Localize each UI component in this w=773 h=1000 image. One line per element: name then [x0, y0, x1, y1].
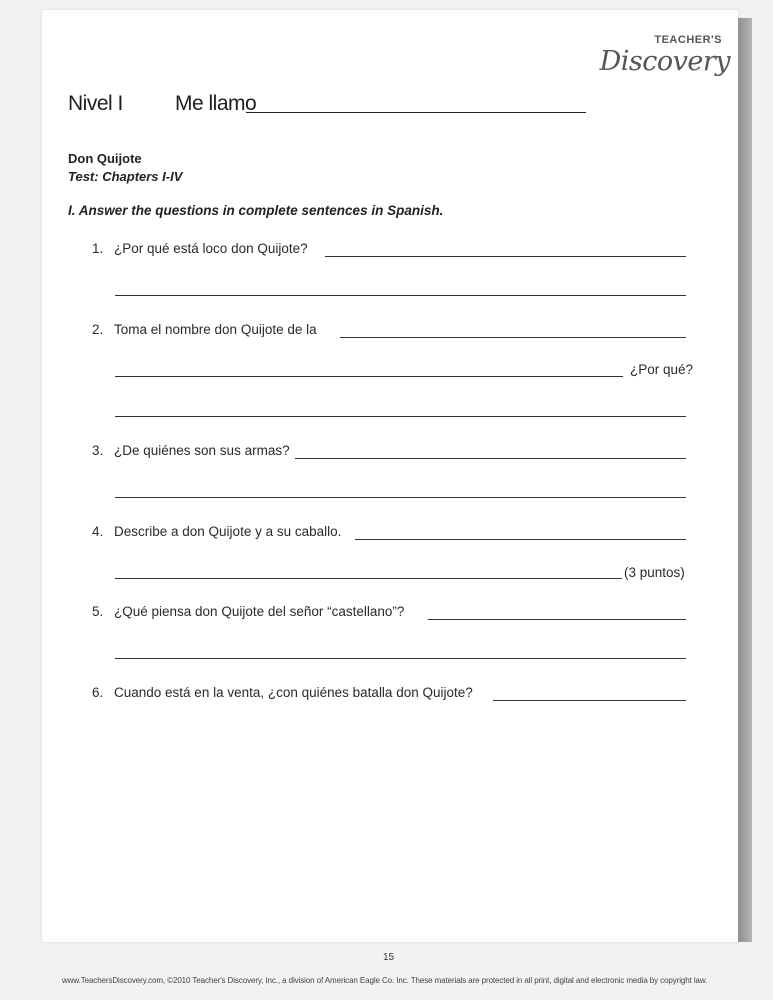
question-text: Cuando está en la venta, ¿con quiénes batalla don Quijote?: [114, 685, 473, 700]
question-5: [92, 604, 404, 619]
answer-line-1a[interactable]: [325, 256, 686, 257]
worksheet-page: [42, 10, 738, 942]
question-2-side-label: ¿Por qué?: [630, 362, 694, 377]
question-text: Toma el nombre don Quijote de la: [114, 322, 317, 337]
question-number: 2.: [92, 322, 104, 337]
logo-line-2: Discovery: [599, 46, 730, 77]
question-number: 1.: [92, 241, 104, 256]
question-4-points: (3 puntos): [624, 565, 685, 580]
name-answer-line[interactable]: [246, 112, 586, 113]
answer-line-5b[interactable]: [115, 658, 686, 659]
answer-line-3a[interactable]: [295, 458, 686, 459]
question-number: 4.: [92, 524, 104, 539]
page-number: 15: [383, 952, 395, 963]
answer-line-3b[interactable]: [115, 497, 686, 498]
page-edge-shadow: [738, 18, 752, 942]
instruction-text: I. Answer the questions in complete sentences in Spanish.: [68, 203, 444, 218]
question-text: ¿Qué piensa don Quijote del señor “castellano”?: [114, 604, 405, 619]
answer-line-5a[interactable]: [428, 619, 686, 620]
copyright-footer: www.TeachersDiscovery.com, ©2010 Teacher's Discovery, Inc., a division of American Eagle Co. Inc. These materials are protected in all print, digital and electronic media by copyright law.: [62, 976, 708, 985]
answer-line-2b[interactable]: [115, 376, 623, 377]
question-number: 3.: [92, 443, 104, 458]
question-2: [92, 322, 317, 337]
level-label: Nivel I: [68, 92, 123, 115]
logo-line-1: TEACHER'S: [654, 34, 722, 46]
question-number: 5.: [92, 604, 104, 619]
question-text: ¿De quiénes son sus armas?: [114, 443, 290, 458]
name-label: Me llamo: [175, 92, 257, 115]
question-6: [92, 685, 473, 700]
test-title: Don Quijote: [68, 151, 142, 166]
test-subtitle: Test: Chapters I-IV: [68, 169, 183, 184]
answer-line-6a[interactable]: [493, 700, 686, 701]
question-4: [92, 524, 341, 539]
question-3: [92, 443, 290, 458]
answer-line-1b[interactable]: [115, 295, 686, 296]
answer-line-2a[interactable]: [340, 337, 686, 338]
question-number: 6.: [92, 685, 104, 700]
answer-line-2c[interactable]: [115, 416, 686, 417]
answer-line-4b[interactable]: [115, 578, 622, 579]
answer-line-4a[interactable]: [355, 539, 686, 540]
question-1: [92, 241, 308, 256]
question-text: Describe a don Quijote y a su caballo.: [114, 524, 342, 539]
question-text: ¿Por qué está loco don Quijote?: [114, 241, 308, 256]
teachers-discovery-logo: [599, 34, 730, 84]
